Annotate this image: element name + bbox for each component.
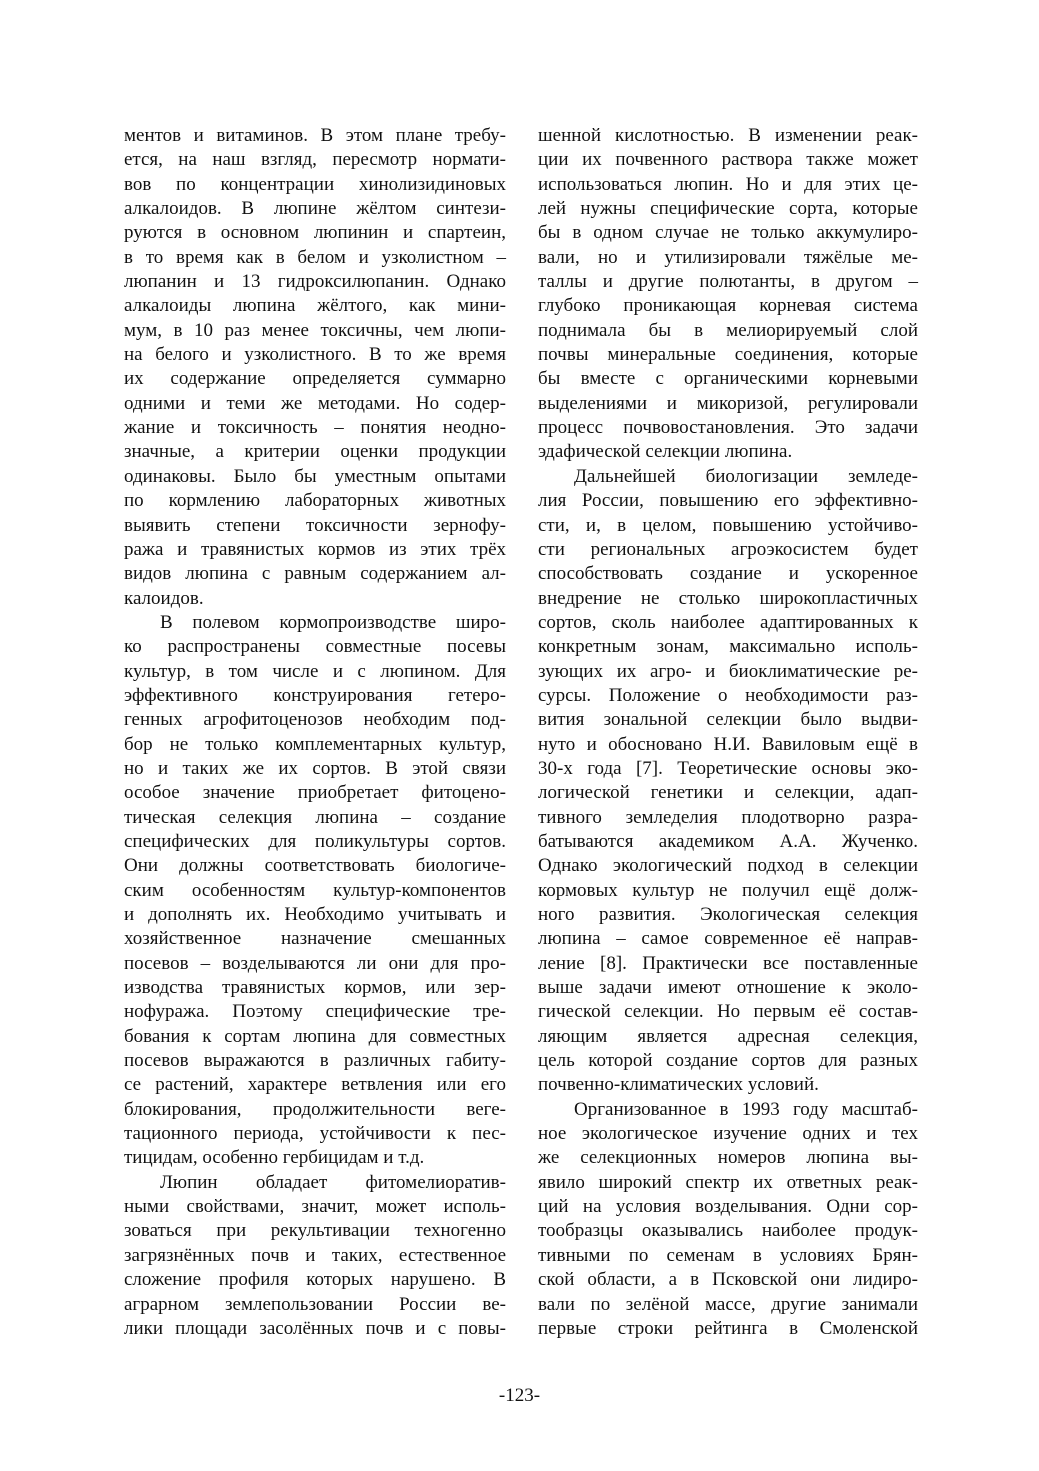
text-line: калоидов. bbox=[124, 587, 204, 609]
text-line: в то время как в белом и узколистном – bbox=[124, 246, 506, 268]
text-line: Люпин обладает фитомелиоратив- bbox=[160, 1171, 506, 1193]
text-line: поднимала бы в мелиорируемый слой bbox=[538, 319, 918, 341]
text-line: таллы и другие полютанты, в другом – bbox=[538, 271, 918, 293]
text-line: видов люпина с равным содержанием ал- bbox=[124, 563, 506, 585]
text-line: их содержание определяется суммарно bbox=[124, 368, 506, 390]
text-line: лики площади засолённых почв и с повы- bbox=[124, 1317, 506, 1339]
text-line: зующих их агро- и биоклиматические ре- bbox=[538, 660, 918, 682]
text-line: выделениями и микоризой, регулировали bbox=[538, 392, 918, 414]
text-line: тивного земледелия плодотворно разра- bbox=[538, 806, 918, 828]
text-line: явило широкий спектр их ответных реак- bbox=[538, 1171, 918, 1193]
text-line: ное экологическое изучение одних и тех bbox=[538, 1123, 918, 1145]
text-line: бор не только комплементарных культур, bbox=[124, 733, 506, 755]
page-number: -123- bbox=[498, 1385, 541, 1406]
text-line: ется, на наш взгляд, пересмотр нормати- bbox=[124, 149, 506, 171]
text-line: сти, и, в целом, повышению устойчиво- bbox=[538, 514, 918, 536]
text-line: алкалоиды люпина жёлтого, как мини- bbox=[124, 295, 506, 317]
text-line: люпина – самое современное её направ- bbox=[538, 928, 918, 950]
text-line: на белого и узколистного. В то же время bbox=[124, 344, 506, 366]
text-line: логической генетики и селекции, адап- bbox=[538, 782, 918, 804]
text-line: ляющим является адресная селекция, bbox=[538, 1025, 918, 1047]
text-line: ление [8]. Практически все поставленные bbox=[538, 952, 918, 974]
text-line: особое значение приобретает фитоцено- bbox=[124, 782, 506, 804]
text-line: 30-х года [7]. Теоретические основы эко- bbox=[538, 757, 918, 779]
text-line: ской области, а в Псковской они лидиро- bbox=[538, 1269, 918, 1291]
text-line: тическая селекция люпина – создание bbox=[124, 806, 506, 828]
text-line: бы в одном случае не только аккумулиро- bbox=[538, 222, 918, 244]
text-line: эдафической селекции люпина. bbox=[538, 441, 793, 463]
text-line: ными свойствами, значит, может исполь- bbox=[124, 1196, 506, 1218]
text-line: бования к сортам люпина для совместных bbox=[124, 1025, 506, 1047]
text-line: кормовых культур не получил ещё долж- bbox=[538, 879, 918, 901]
text-line: батываются академиком А.А. Жученко. bbox=[538, 830, 918, 852]
text-line: одними и теми же методами. Но содер- bbox=[124, 392, 506, 414]
text-line: хозяйственное назначение смешанных bbox=[124, 928, 506, 950]
text-line: вов по концентрации хинолизидиновых bbox=[124, 173, 506, 195]
text-line: ко распространены совместные посевы bbox=[124, 636, 506, 658]
text-line: нуто и обосновано Н.И. Вавиловым ещё в bbox=[538, 733, 918, 755]
text-line: эффективного конструирования гетеро- bbox=[124, 684, 506, 706]
text-line: руются в основном люпинин и спартеин, bbox=[124, 222, 506, 244]
text-line: ций на условия возделывания. Одни сор- bbox=[538, 1196, 918, 1218]
text-line: ража и травянистых кормов из этих трёх bbox=[124, 538, 506, 560]
text-line: цель которой создание сортов для разных bbox=[538, 1050, 918, 1072]
text-line: ментов и витаминов. В этом плане требу- bbox=[124, 125, 506, 146]
text-line: Они должны соответствовать биологиче- bbox=[124, 855, 506, 877]
text-line: внедрение не столько широкопластичных bbox=[538, 587, 918, 609]
text-line: зоваться при рекультивации техногенно bbox=[124, 1220, 506, 1242]
text-line: специфических для поликультуры сортов. bbox=[124, 830, 506, 852]
text-line: процесс почвовостановления. Это задачи bbox=[538, 417, 918, 439]
text-line: люпанин и 13 гидроксилюпанин. Однако bbox=[124, 271, 506, 293]
text-line: мум, в 10 раз менее токсичны, чем люпи- bbox=[124, 319, 506, 341]
text-line: се растений, характере ветвления или его bbox=[124, 1074, 506, 1096]
text-line: ного развития. Экологическая селекция bbox=[538, 904, 918, 925]
text-line: одинаковы. Было бы уместным опытами bbox=[124, 465, 506, 487]
text-line: конкретным зонам, максимально исполь- bbox=[538, 636, 918, 658]
text-line: по кормлению лабораторных животных bbox=[124, 490, 506, 512]
text-line: и дополнять их. Необходимо учитывать и bbox=[124, 904, 506, 925]
text-line: вали по зелёной массе, другие занимали bbox=[538, 1293, 918, 1315]
text-line: же селекционных номеров люпина вы- bbox=[538, 1147, 918, 1169]
text-line: сложение профиля которых нарушено. В bbox=[124, 1269, 506, 1291]
text-line: Организованное в 1993 году масштаб- bbox=[574, 1098, 918, 1120]
text-line: В полевом кормопроизводстве широ- bbox=[160, 611, 506, 633]
text-line: генных агрофитоценозов необходим под- bbox=[124, 709, 506, 731]
text-line: аграрном землепользовании России ве- bbox=[124, 1293, 506, 1315]
text-line: Однако экологический подход в селекции bbox=[538, 855, 918, 877]
text-line: посевов выражаются в различных габиту- bbox=[124, 1050, 506, 1072]
text-line: но и таких же их сортов. В этой связи bbox=[124, 757, 506, 779]
text-line: сортов, сколь наиболее адаптированных к bbox=[538, 611, 918, 633]
text-line: почвенно-климатических условий. bbox=[538, 1074, 819, 1096]
text-line: ским особенностям культур-компонентов bbox=[124, 879, 506, 901]
text-line: шенной кислотностью. В изменении реак- bbox=[538, 125, 918, 146]
text-line: ции их почвенного раствора также может bbox=[538, 149, 918, 171]
text-line: загрязнённых почв и таких, естественное bbox=[124, 1244, 506, 1266]
text-line: значные, а критерии оценки продукции bbox=[124, 441, 506, 463]
text-line: тивными по семенам в условиях Брян- bbox=[538, 1244, 918, 1266]
text-line: выше задачи имеют отношение к эколо- bbox=[538, 977, 918, 999]
text-line: тационного периода, устойчивости к пес- bbox=[124, 1123, 506, 1145]
text-line: глубоко проникающая корневая система bbox=[538, 295, 918, 317]
text-line: тицидам, особенно гербицидам и т.д. bbox=[124, 1147, 425, 1169]
text-line: лей нужны специфические сорта, которые bbox=[538, 198, 918, 220]
text-line: лия России, повышению его эффективно- bbox=[538, 490, 918, 512]
text-line: способствовать создание и ускоренное bbox=[538, 563, 918, 585]
text-line: алкалоидов. В люпине жёлтом синтези- bbox=[124, 198, 506, 220]
text-line: гической селекции. Но первым её состав- bbox=[538, 1001, 918, 1023]
text-line: посевов – возделываются ли они для про- bbox=[124, 952, 506, 974]
text-line: бы вместе с органическими корневыми bbox=[538, 368, 918, 390]
text-line: нофуража. Поэтому специфические тре- bbox=[124, 1001, 506, 1023]
text-line: изводства травянистых кормов, или зер- bbox=[124, 977, 506, 999]
text-line: блокирования, продолжительности веге- bbox=[124, 1098, 506, 1120]
text-line: Дальнейшей биологизации земледе- bbox=[574, 465, 918, 487]
left-text-column bbox=[124, 124, 506, 1341]
text-line: культур, в том числе и с люпином. Для bbox=[124, 660, 506, 682]
text-line: вития зональной селекции было выдви- bbox=[538, 709, 918, 731]
text-line: тообразцы оказывались наиболее продук- bbox=[538, 1220, 918, 1242]
text-line: почвы минеральные соединения, которые bbox=[538, 344, 918, 366]
text-line: использоваться люпин. Но и для этих це- bbox=[538, 173, 918, 195]
text-line: выявить степени токсичности зернофу- bbox=[124, 514, 506, 536]
text-line: первые строки рейтинга в Смоленской bbox=[538, 1317, 918, 1339]
text-line: сурсы. Положение о необходимости раз- bbox=[538, 684, 918, 706]
text-line: вали, но и утилизировали тяжёлые ме- bbox=[538, 246, 918, 268]
text-line: сти региональных агроэкосистем будет bbox=[538, 538, 918, 560]
right-text-column bbox=[538, 124, 918, 1341]
text-line: жание и токсичность – понятия неодно- bbox=[124, 417, 506, 439]
